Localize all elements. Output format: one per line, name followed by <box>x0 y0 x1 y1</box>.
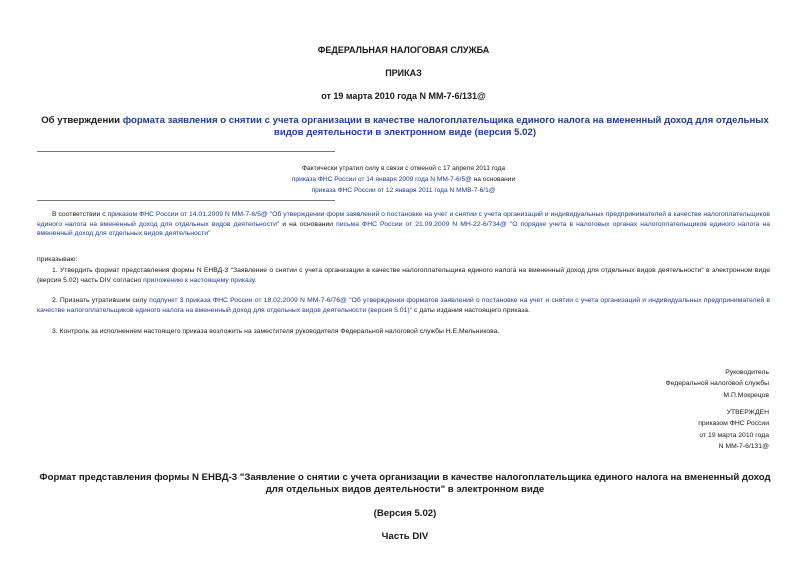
annex-part: Часть DIV <box>381 531 429 542</box>
item-2-text-2: с даты издания настоящего приказа. <box>412 306 530 314</box>
preamble-link-letter[interactable]: письма ФНС России от 21.09.2009 N МН-22-6/734@ "О порядке учета в налоговых органах налогоплательщиков единого налога на вмененный доход для отдельных видов деятельности" <box>37 220 770 237</box>
item-1 <box>37 266 770 285</box>
preamble-paragraph <box>37 210 770 239</box>
item-2-text-1: 2. Признать утратившим силу <box>52 297 150 304</box>
item-2 <box>37 296 770 315</box>
status-link-order-2009[interactable]: приказа ФНС России от 14 января 2009 года N ММ-7-6/5@ <box>291 176 472 183</box>
annex-version: (Версия 5.02) <box>373 508 437 519</box>
order-word: приказываю: <box>37 256 78 263</box>
approval-block <box>698 407 769 452</box>
item-1-annex-link[interactable]: приложению к настоящему приказу <box>143 276 255 284</box>
document-type: ПРИКАЗ <box>385 68 422 78</box>
approval-order: приказом ФНС России <box>698 420 769 428</box>
agency-name: ФЕДЕРАЛЬНАЯ НАЛОГОВАЯ СЛУЖБА <box>317 45 490 55</box>
item-1-text: 1. Утвердить формат представления формы N ЕНВД-3 "Заявление о снятии с учета организации в качестве налогоплательщика единого налога на вмененный доход для отдельных видов деятельности" в электронном виде (версия 5.02) часть DIV согласно <box>37 267 770 284</box>
status-note-line2 <box>0 176 807 183</box>
document-date-number: от 19 марта 2010 года N ММ-7-6/131@ <box>321 91 486 101</box>
signature-title: Руководитель <box>725 369 769 376</box>
title-prefix: Об утверждении <box>41 115 123 126</box>
title-link[interactable]: формата заявления о снятии с учета организации в качестве налогоплательщика единого налога на вмененный доход для отдельных видов деятельности в электронном виде (версия 5.02) <box>122 115 769 138</box>
document-title <box>30 115 780 139</box>
item-2-link[interactable]: подпункт 3 приказа ФНС России от 18.02.2009 N ММ-7-6/76@ "Об утверждении форматов заявлений о постановке на учет и снятии с учета организаций и индивидуальных предпринимателей в качестве налогоплательщиков единого налога на вмененный доход для отдельных видов деятельности (версия 5.01)" <box>37 297 771 314</box>
status-note-line1: Фактически утратил силу в связи с отменой с 17 апреля 2011 года <box>301 165 506 172</box>
preamble-text-2: и на основании <box>279 220 337 228</box>
divider-top <box>37 151 335 152</box>
status-note-line3 <box>0 187 807 194</box>
divider-bottom <box>37 200 335 201</box>
signature-block <box>665 367 769 401</box>
preamble-link-order[interactable]: приказом ФНС России от 14.01.2009 N ММ-7-6/5@ "Об утверждении форм заявлений о постановке на учет и снятии с учета организаций и индивидуальных предпринимателей в качестве налогоплательщиков единого налога на вмененный доход для отдельных видов деятельности" <box>37 211 771 228</box>
item-1-end: . <box>254 276 257 284</box>
approval-date: от 19 марта 2010 года <box>699 431 769 439</box>
preamble-text-1: В соответствии с <box>52 211 108 218</box>
status-note-tail: на основании <box>471 176 516 183</box>
annex-title: Формат представления формы N ЕНВД-3 "Заявление о снятии с учета организации в качестве налогоплательщика единого налога на вмененный доход для отдельных видов деятельности" в электронном виде <box>39 472 771 495</box>
signature-agency: Федеральной налоговой службы <box>665 380 769 388</box>
approval-label: УТВЕРЖДЕН <box>726 409 769 416</box>
status-link-order-2011[interactable]: приказа ФНС России от 12 января 2011 года N ММВ-7-6/1@ <box>311 187 496 194</box>
signature-name: М.П.Мокрецов <box>723 391 769 399</box>
approval-number: N ММ-7-6/131@ <box>718 442 769 450</box>
item-3: 3. Контроль за исполнением настоящего приказа возложить на заместителя руководителя Федеральной налоговой службы Н.Е.Мельникова. <box>52 328 500 335</box>
